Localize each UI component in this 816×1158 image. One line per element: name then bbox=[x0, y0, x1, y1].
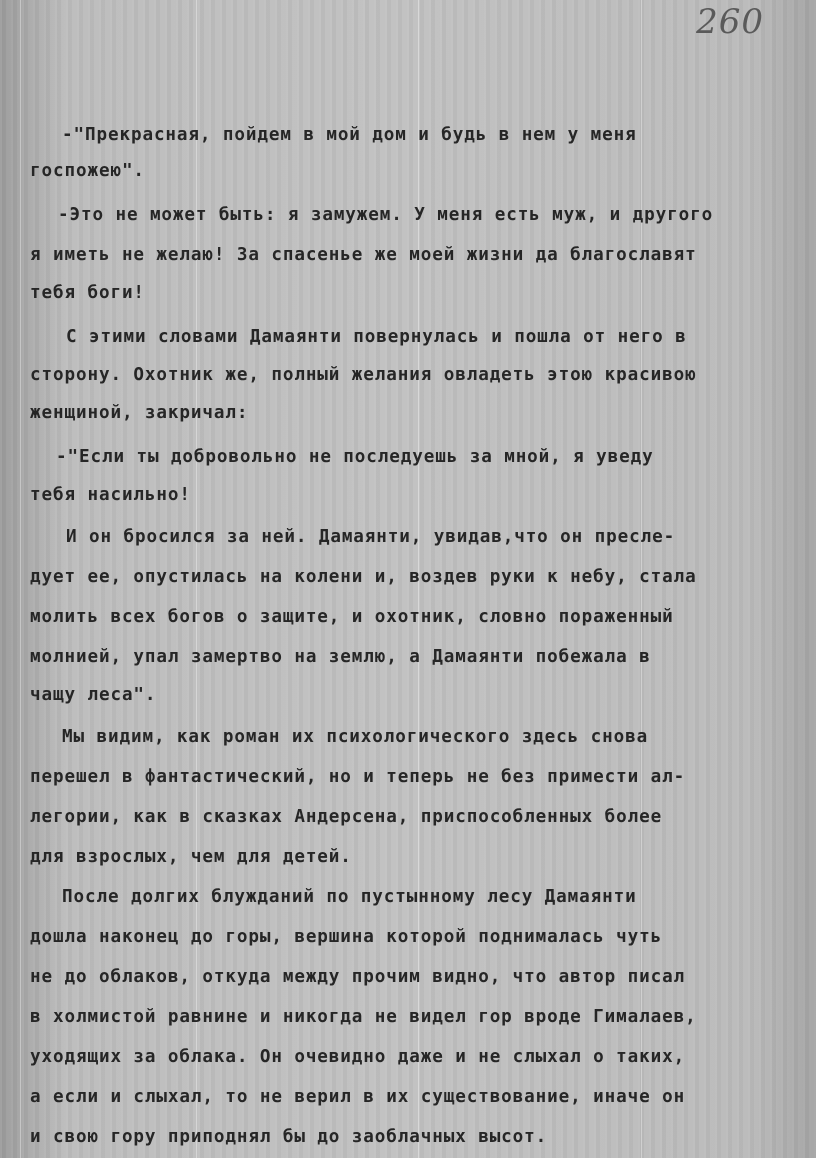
text-line: перешел в фантастический, но и теперь не без примести ал- bbox=[30, 767, 686, 787]
text-line: молнией, упал замертво на землю, а Дамаянти побежала в bbox=[30, 647, 651, 667]
text-line: в холмистой равнине и никогда не видел гор вроде Гималаев, bbox=[30, 1007, 697, 1027]
text-line: молить всех богов о защите, и охотник, словно пораженный bbox=[30, 607, 674, 627]
text-line: госпожею". bbox=[30, 161, 145, 181]
text-line: Мы видим, как роман их психологического здесь снова bbox=[62, 727, 649, 747]
text-line: я иметь не желаю! За спасенье же моей жизни да благославят bbox=[30, 245, 697, 265]
page-number: 260 bbox=[696, 2, 764, 42]
text-line: не до облаков, откуда между прочим видно, что автор писал bbox=[30, 967, 686, 987]
text-line: уходящих за облака. Он очевидно даже и не слыхал о таких, bbox=[30, 1047, 686, 1067]
text-line: тебя боги! bbox=[30, 283, 145, 303]
text-line: -Это не может быть: я замужем. У меня есть муж, и другого bbox=[58, 205, 714, 225]
text-line: легории, как в сказках Андерсена, приспособленных более bbox=[30, 807, 663, 827]
text-line: для взрослых, чем для детей. bbox=[30, 847, 352, 867]
text-line: сторону. Охотник же, полный желания овладеть этою красивою bbox=[30, 365, 697, 385]
text-line: С этими словами Дамаянти повернулась и пошла от него в bbox=[66, 327, 687, 347]
text-line: -"Прекрасная, пойдем в мой дом и будь в нем у меня bbox=[62, 125, 637, 145]
text-line: и свою гору приподнял бы до заоблачных высот. bbox=[30, 1127, 548, 1147]
text-line: а если и слыхал, то не верил в их существование, иначе он bbox=[30, 1087, 686, 1107]
text-line: женщиной, закричал: bbox=[30, 403, 249, 423]
text-line: чащу леса". bbox=[30, 685, 157, 705]
text-line: тебя насильно! bbox=[30, 485, 191, 505]
text-line: дует ее, опустилась на колени и, воздев руки к небу, стала bbox=[30, 567, 697, 587]
scan-streak bbox=[20, 0, 21, 1158]
text-line: -"Если ты добровольно не последуешь за мной, я уведу bbox=[56, 447, 654, 467]
text-line: И он бросился за ней. Дамаянти, увидав,что он пресле- bbox=[66, 527, 676, 547]
text-line: После долгих блужданий по пустынному лесу Дамаянти bbox=[62, 887, 637, 907]
text-line: дошла наконец до горы, вершина которой поднималась чуть bbox=[30, 927, 663, 947]
